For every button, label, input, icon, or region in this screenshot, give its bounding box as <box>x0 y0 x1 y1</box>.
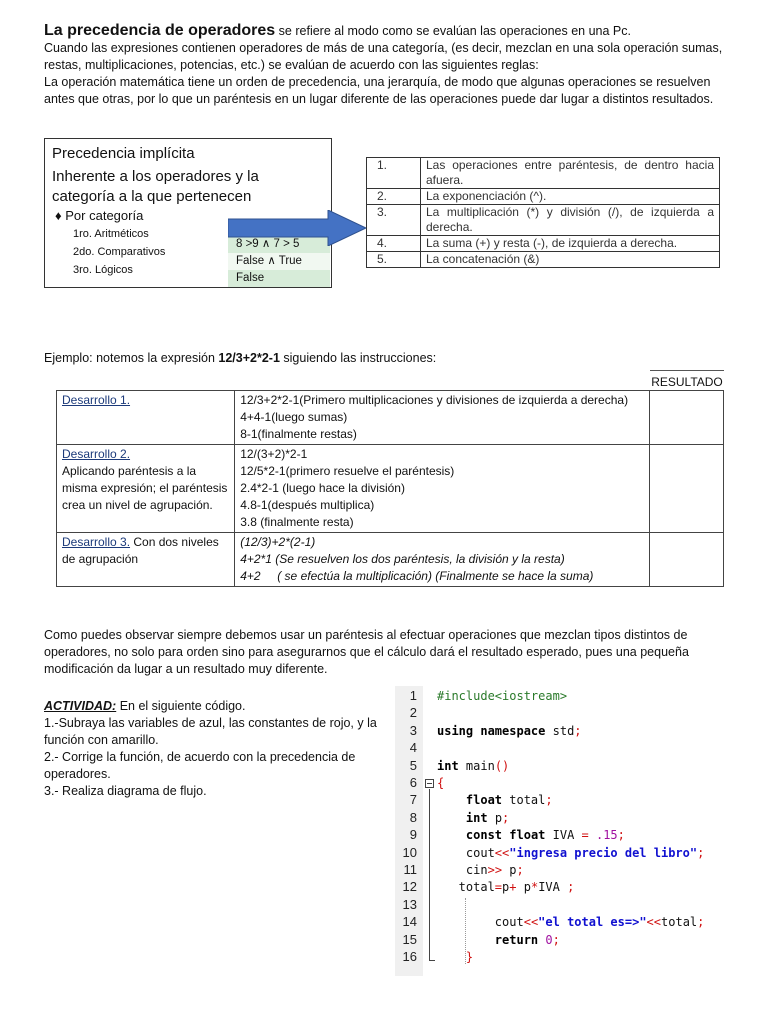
category-item: 3ro. Lógicos <box>73 264 133 276</box>
category-item: 1ro. Aritméticos <box>73 228 149 240</box>
code-editor <box>395 686 725 976</box>
development-title: Desarrollo 2. <box>62 447 131 461</box>
result-cell <box>649 533 723 587</box>
development-title-cell <box>57 391 235 445</box>
example-intro-pre: Ejemplo: notemos la expresión <box>44 351 219 365</box>
code-line: total=p+ p*IVA ; <box>437 880 575 895</box>
step-line: (12/3)+2*(2-1) <box>240 535 316 549</box>
line-number-gutter <box>395 686 423 976</box>
table-row <box>367 158 720 189</box>
diamond-bullet-icon: ♦ <box>55 208 62 223</box>
category-item: 2do. Comparativos <box>73 246 166 258</box>
development-title: Desarrollo 1. <box>62 393 131 407</box>
intro-paragraph-2: La operación matemática tiene un orden de precedencia, una jerarquía, de modo que algunas operaciones se resuelven antes que otras, por lo que un paréntesis en un lugar diferente de las operaciones puede dar lugar a distintos resultados. <box>44 75 714 106</box>
example-operator-row: False <box>228 270 330 287</box>
line-number: 5 <box>409 757 417 773</box>
step-line: 3.8 (finalmente resta) <box>240 515 354 529</box>
activity-item: 1.-Subraya las variables de azul, las constantes de rojo, y la función con amarillo. <box>44 716 377 747</box>
step-line: 4.8-1(después multiplica) <box>240 498 375 512</box>
category-bullet <box>55 208 143 223</box>
development-title-cell <box>57 445 235 533</box>
code-line: return 0; <box>494 932 560 947</box>
code-line: { <box>437 776 445 790</box>
right-arrow-icon <box>228 210 368 246</box>
development-table <box>56 390 724 587</box>
rule-number: 2. <box>367 189 421 205</box>
precedence-heading: Precedencia implícita <box>52 145 195 162</box>
line-number: 9 <box>409 827 417 843</box>
step-line: 12/(3+2)*2-1 <box>240 447 308 461</box>
code-line: cin>> p; <box>437 863 524 877</box>
line-number: 6 <box>409 775 417 790</box>
precedence-rules-table <box>366 157 720 268</box>
category-label: Por categoría <box>65 208 144 223</box>
table-row <box>367 189 720 205</box>
fold-guide-line <box>429 789 430 961</box>
rule-text: La suma (+) y resta (-), de izquierda a derecha. <box>421 236 720 252</box>
line-number: 12 <box>402 879 417 895</box>
intro-title-line <box>44 22 734 40</box>
code-line: } <box>465 950 474 964</box>
activity-label-rest: En el siguiente código. <box>116 699 246 713</box>
rule-text: Las operaciones entre paréntesis, de dentro hacia afuera. <box>421 158 720 189</box>
development-description: Aplicando paréntesis a la misma expresión; el paréntesis crea un nivel de agrupación. <box>62 464 228 512</box>
result-cell <box>649 391 723 445</box>
code-line: cout<<"el total es=>"<<total; <box>437 915 705 930</box>
title-rest: se refiere al modo como se evalúan las operaciones en una Pc. <box>275 24 631 38</box>
example-expression: 12/3+2*2-1 <box>218 351 280 365</box>
code-line: int p; <box>465 810 510 825</box>
table-row <box>367 205 720 236</box>
development-steps-cell <box>235 533 649 587</box>
step-line: 4+4-1(luego sumas) <box>240 410 348 424</box>
step-line: 12/3+2*2-1(Primero multiplicaciones y divisiones de izquierda a derecha) <box>240 393 629 407</box>
table-row <box>57 533 724 587</box>
step-line: 12/5*2-1(primero resuelve el paréntesis) <box>240 464 455 478</box>
code-line: cout<<"ingresa precio del libro"; <box>437 845 705 860</box>
example-operator-row: False ∧ True <box>228 253 330 270</box>
rule-text: La exponenciación (^). <box>421 189 720 205</box>
rule-number: 3. <box>367 205 421 236</box>
step-line: 4+2*1 (Se resuelven los dos paréntesis, la división y la resta) <box>240 552 565 566</box>
example-intro <box>44 350 436 367</box>
table-row <box>367 236 720 252</box>
code-line: #include<iostream> <box>437 689 568 703</box>
activity-heading <box>44 698 380 715</box>
rule-number: 4. <box>367 236 421 252</box>
line-number: 1 <box>409 688 417 703</box>
rule-number: 5. <box>367 252 421 268</box>
development-title: Desarrollo 3. <box>62 535 131 549</box>
example-operator-row: 8 >9 ∧ 7 > 5 <box>228 236 330 253</box>
activity-item: 2.- Corrige la función, de acuerdo con la precedencia de operadores. <box>44 750 356 781</box>
rule-number: 1. <box>367 158 421 189</box>
step-line: 2.4*2-1 (luego hace la división) <box>240 481 405 495</box>
line-number: 10 <box>402 844 417 860</box>
page-title: La precedencia de operadores <box>44 22 276 39</box>
code-line: int main() <box>437 758 510 773</box>
fold-end-marker <box>429 960 435 961</box>
development-steps-cell <box>235 391 649 445</box>
activity-item: 3.- Realiza diagrama de flujo. <box>44 784 207 798</box>
code-line: const float IVA = .15; <box>465 828 625 843</box>
activity-section <box>44 698 380 800</box>
line-number: 14 <box>402 914 417 930</box>
precedence-subheading: Inherente a los operadores y la categoría a la que pertenecen <box>52 168 259 205</box>
step-line: 4+2 ( se efectúa la multiplicación) (Finalmente se hace la suma) <box>240 569 594 583</box>
fold-collapse-icon[interactable] <box>425 779 434 788</box>
rule-text: La multiplicación (*) y división (/), de izquierda a derecha. <box>421 205 720 236</box>
conclusion-paragraph: Como puedes observar siempre debemos usar un paréntesis al efectuar operaciones que mezclan tipos distintos de operadores, no solo para orden sino para asegurarnos que el cálculo dará el resultado esperado, pues una pequeña modificación da lugar a un resultado muy diferente. <box>44 628 689 676</box>
development-steps-cell <box>235 445 649 533</box>
table-row <box>57 391 724 445</box>
line-number: 4 <box>409 740 417 756</box>
step-line: 8-1(finalmente restas) <box>240 427 357 441</box>
code-line: using namespace std; <box>437 723 582 738</box>
result-cell <box>649 445 723 533</box>
intro-section <box>44 22 734 108</box>
intro-paragraph-1: Cuando las expresiones contienen operadores de más de una categoría, (es decir, mezclan en una sola operación sumas, restas, multiplicaciones, potencias, etc.) se evalúan de acuerdo con las siguientes reglas: <box>44 41 723 72</box>
line-number: 16 <box>402 949 417 964</box>
table-row <box>57 445 724 533</box>
development-description: Con dos niveles de agrupación <box>62 535 219 566</box>
line-number: 11 <box>403 862 417 877</box>
code-line: float total; <box>465 793 553 808</box>
line-number: 3 <box>409 722 417 738</box>
line-number: 8 <box>409 809 417 825</box>
line-number: 2 <box>409 705 417 721</box>
line-number: 15 <box>402 931 417 947</box>
rule-text: La concatenación (&) <box>421 252 720 268</box>
example-intro-post: siguiendo las instrucciones: <box>279 351 437 365</box>
development-title-cell <box>57 533 235 587</box>
activity-label: ACTIVIDAD: <box>44 699 117 713</box>
line-number: 7 <box>409 792 417 808</box>
line-number: 13 <box>402 896 417 912</box>
result-header: RESULTADO <box>650 370 724 391</box>
table-row <box>367 252 720 268</box>
